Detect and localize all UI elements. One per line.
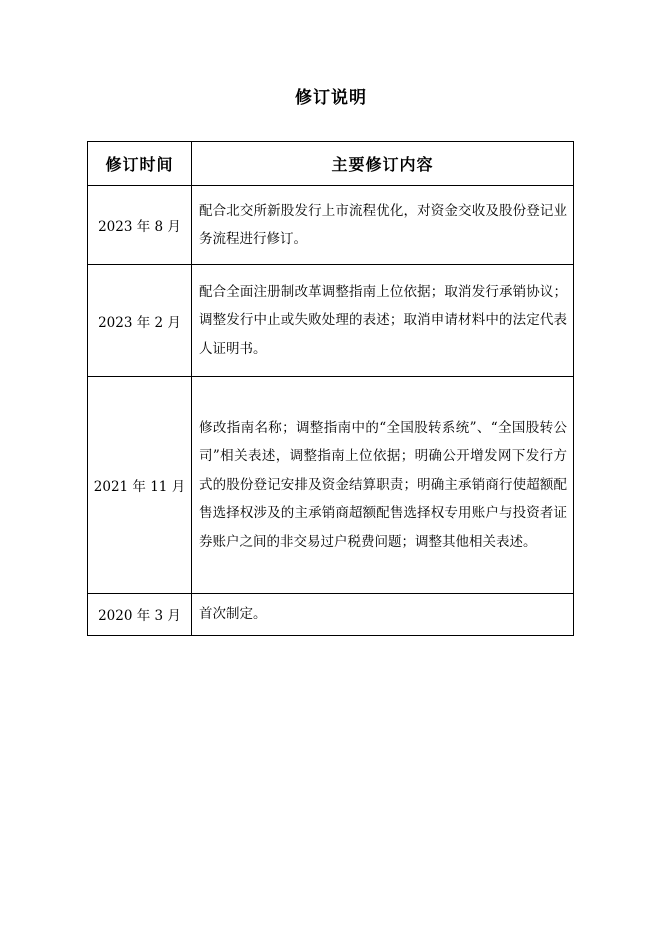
header-revision-content: 主要修订内容 [192,142,574,186]
table-row [88,594,574,636]
table-row [88,265,574,377]
revision-table [87,141,574,636]
revision-content: 配合全面注册制改革调整指南上位依据；取消发行承销协议；调整发行中止或失败处理的表述；取消申请材料中的法定代表人证明书。 [192,265,574,377]
table-header-row [88,142,574,186]
revision-date: 2020 年 3 月 [88,594,192,636]
revision-date: 2023 年 8 月 [88,186,192,265]
revision-content: 配合北交所新股发行上市流程优化，对资金交收及股份登记业务流程进行修订。 [192,186,574,265]
table-row [88,377,574,594]
revision-date: 2021 年 11 月 [88,377,192,594]
table-row [88,186,574,265]
header-revision-date: 修订时间 [88,142,192,186]
revision-content: 首次制定。 [192,594,574,636]
revision-date: 2023 年 2 月 [88,265,192,377]
page-title: 修订说明 [295,88,367,108]
revision-content: 修改指南名称；调整指南中的“全国股转系统”、“全国股转公司”相关表述，调整指南上位依据；明确公开增发网下发行方式的股份登记安排及资金结算职责；明确主承销商行使超额配售选择权涉及的主承销商超额配售选择权专用账户与投资者证券账户之间的非交易过户税费问题；调整其他相关表述。 [192,377,574,594]
